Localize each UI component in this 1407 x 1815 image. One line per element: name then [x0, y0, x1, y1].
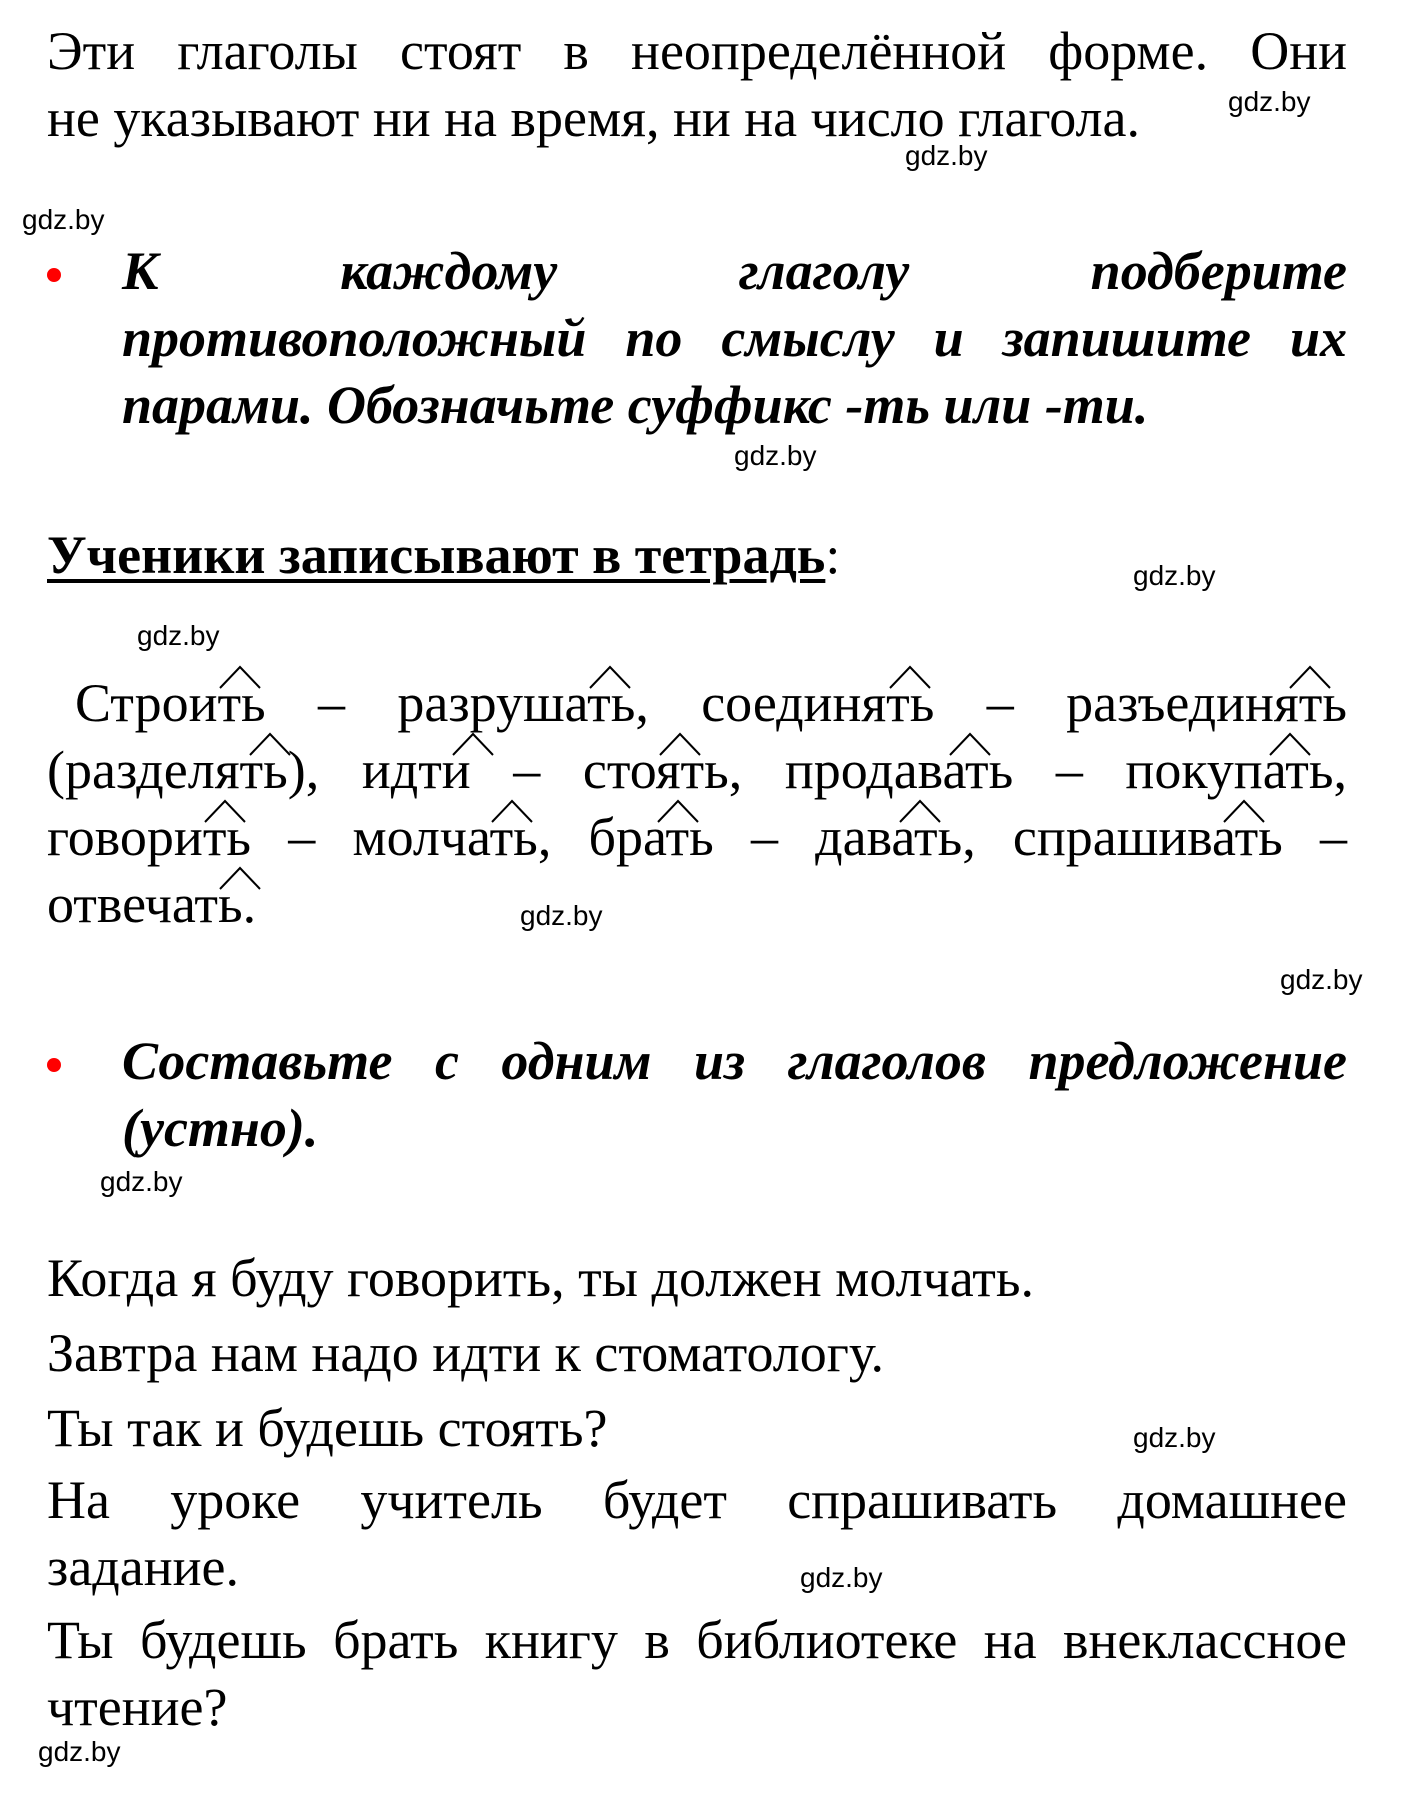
suffix-hat-mark: [1222, 798, 1266, 824]
suffix-hat-mark: [656, 798, 700, 824]
watermark: gdz.by: [38, 1736, 121, 1767]
intro-line-2: не указывают ни на время, ни на число глагола.: [47, 88, 1140, 148]
watermark: gdz.by: [800, 1562, 883, 1593]
sentence-2: Завтра нам надо идти к стоматологу.: [47, 1323, 884, 1383]
suffix-hat-mark: [490, 798, 534, 824]
intro-line-1: Эти глаголы стоят в неопределённой форме. Они: [47, 21, 1347, 81]
pairs-line-4: отвечать.: [47, 874, 257, 934]
watermark: gdz.by: [734, 440, 817, 471]
task-1-line-3: парами. Обозначьте суффикс -ть или -ти.: [122, 375, 1149, 435]
suffix-hat-mark: [451, 731, 495, 757]
watermark: gdz.by: [137, 620, 220, 651]
watermark: gdz.by: [905, 140, 988, 171]
watermark: gdz.by: [520, 900, 603, 931]
task-2-line-1: Составьте с одним из глаголов предложение: [122, 1031, 1347, 1091]
intro-paragraph: [47, 18, 1347, 152]
task-2-instruction: [122, 1028, 1347, 1162]
sentence-4: На уроке учитель будет спрашивать домашнее задание.: [47, 1470, 1347, 1597]
sentence-5: Ты будешь брать книгу в библиотеке на внеклассное чтение?: [47, 1610, 1347, 1737]
suffix-hat-mark: [248, 731, 292, 757]
suffix-hat-mark: [1268, 731, 1312, 757]
suffix-hat-mark: [888, 664, 932, 690]
watermark: gdz.by: [1133, 1422, 1216, 1453]
task-2-line-2: (устно).: [122, 1098, 319, 1158]
pairs-line-1: Строить – разрушать, соединять – разъединять: [75, 673, 1347, 733]
bullet-icon: [47, 268, 61, 282]
suffix-hat-mark: [218, 664, 262, 690]
task-1-instruction: [122, 238, 1347, 439]
suffix-hat-mark: [898, 798, 942, 824]
suffix-hat-mark: [203, 798, 247, 824]
pairs-line-3: говорить – молчать, брать – давать, спрашивать –: [47, 807, 1347, 867]
bullet-icon: [47, 1058, 61, 1072]
pairs-line-2: (разделять), идти – стоять, продавать – покупать,: [47, 740, 1347, 800]
section-heading: [47, 522, 840, 589]
suffix-hat-mark: [588, 664, 632, 690]
watermark: gdz.by: [1280, 964, 1363, 995]
suffix-hat-mark: [218, 865, 262, 891]
sentence-3: Ты так и будешь стоять?: [47, 1398, 608, 1458]
watermark: gdz.by: [100, 1166, 183, 1197]
suffix-hat-mark: [1288, 664, 1332, 690]
task-1-line-1: К каждому глаголу подберите: [122, 241, 1347, 301]
suffix-hat-mark: [658, 731, 702, 757]
task-1-line-2: противоположный по смыслу и запишите их: [122, 308, 1347, 368]
watermark: gdz.by: [22, 204, 105, 235]
heading-colon: :: [825, 525, 841, 585]
sentence-1: Когда я буду говорить, ты должен молчать.: [47, 1248, 1035, 1308]
watermark: gdz.by: [1133, 560, 1216, 591]
heading-text: Ученики записывают в тетрадь: [47, 525, 826, 585]
suffix-hat-mark: [948, 731, 992, 757]
watermark: gdz.by: [1228, 86, 1311, 117]
